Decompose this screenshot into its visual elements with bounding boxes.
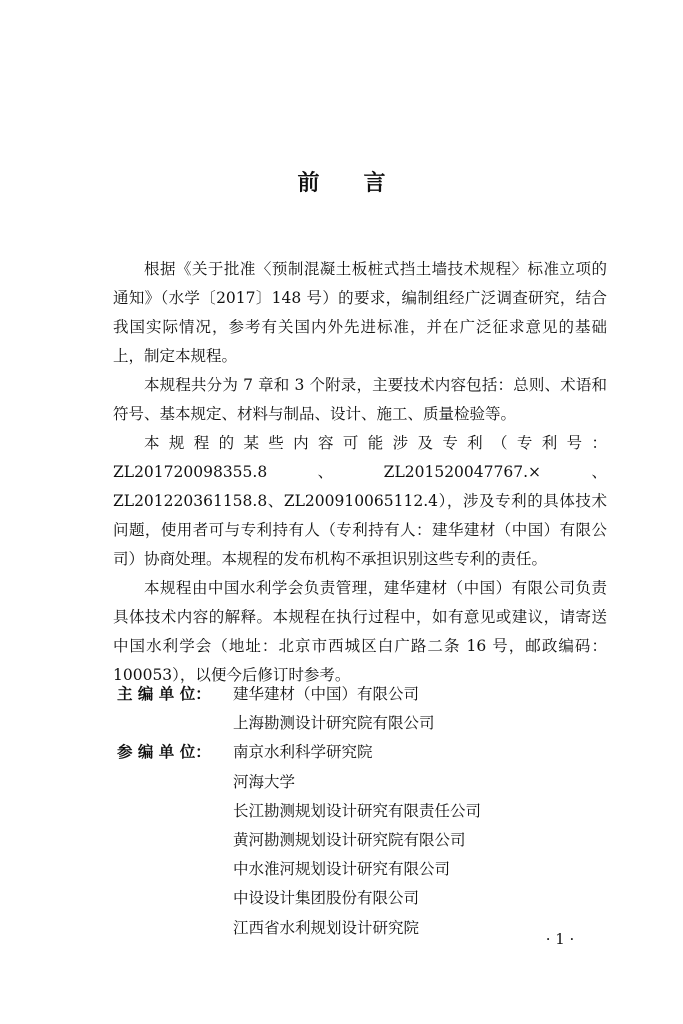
chief-units-label: 主 编 单 位： [117, 685, 211, 703]
paragraph-management: 本规程由中国水利学会负责管理，建华建材（中国）有限公司负责具体技术内容的解释。本规程在执行过程中，如有意见或建议，请寄送中国水利学会（地址：北京市西城区白广路二条 16 号，邮政编码：100053），以便今后修订时参考。 [113, 579, 607, 684]
unit-item: 建华建材（中国）有限公司 [233, 685, 420, 703]
paragraph-contents: 本规程共分为 7 章和 3 个附录，主要技术内容包括：总则、术语和符号、基本规定、材料与制品、设计、施工、质量检验等。 [113, 376, 607, 423]
unit-item: 黄河勘测规划设计研究院有限公司 [233, 831, 466, 850]
chief-units-list [233, 680, 607, 738]
drafting-units [113, 680, 607, 943]
unit-item: 上海勘测设计研究院有限公司 [233, 714, 435, 733]
title-char-2: 言 [363, 171, 386, 196]
unit-item: 中水淮河规划设计研究有限公司 [233, 860, 451, 879]
unit-item: 长江勘测规划设计研究有限责任公司 [233, 801, 482, 820]
participating-units-row [113, 738, 607, 942]
preface-body [113, 255, 607, 690]
paragraph-approval: 根据《关于批准〈预制混凝土板桩式挡土墙技术规程〉标准立项的通知》（水学〔2017〕148 号）的要求，编制组经广泛调查研究，结合我国实际情况，参考有关国内外先进标准，并在广泛征求意见的基础上，制定本规程。 [113, 260, 607, 365]
unit-item: 南京水利科学研究院 [233, 743, 373, 762]
paragraph-patents: 本规程的某些内容可能涉及专利（专利号：ZL201720098355.8、ZL201520047767.×、ZL201220361158.8、ZL200910065112.4），涉及专利的具体技术问题，使用者可与专利持有人（专利持有人：建华建材（中国）有限公司）协商处理。本规程的发布机构不承担识别这些专利的责任。 [113, 434, 607, 568]
participating-units-list [233, 738, 607, 942]
participating-units-label: 参 编 单 位： [117, 743, 211, 762]
page-number: · 1 · [545, 930, 575, 948]
page-title [0, 166, 683, 197]
unit-item: 江西省水利规划设计研究院 [233, 918, 420, 937]
unit-item: 河海大学 [233, 772, 296, 791]
unit-item: 中设设计集团股份有限公司 [233, 889, 420, 908]
chief-units-row [113, 680, 607, 738]
title-char-1: 前 [297, 171, 320, 196]
